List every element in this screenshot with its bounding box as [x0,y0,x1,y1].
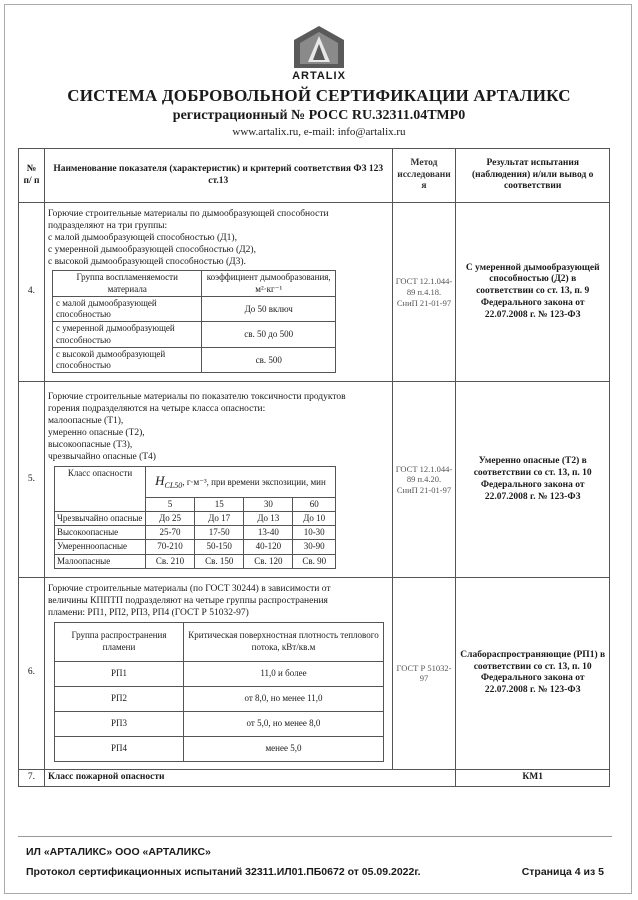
row-method: ГОСТ 12.1.044-89 п.4.20. СниП 21-01-97 [392,382,456,578]
sub-cell: Св. 120 [244,554,293,568]
toxicity-table [54,466,336,569]
footer-org: ИЛ «АРТАЛИКС» ООО «АРТАЛИКС» [26,846,211,858]
sub-cell: 70-210 [145,540,194,554]
table-header-row [19,149,610,203]
time-cell: 15 [195,497,244,511]
sub-cell: менее 5,0 [183,736,383,761]
sub-cell: св. 500 [202,347,336,373]
sub-table-row [54,661,383,686]
flame-spread-table [54,622,384,762]
col-header-method: Метод исследовани я [392,149,456,203]
desc-line: с умеренной дымообразующей способностью (Д2), [47,244,256,255]
desc-line: горения подразделяются на четыре класса опасности: [47,404,266,415]
logo-text: ARTALIX [292,70,346,82]
desc-line: пламени: РП1, РП2, РП3, РП4 (ГОСТ Р 51032-97) [47,607,249,618]
sub-header-label: Класс опасности [54,466,145,511]
sub-cell: РП4 [54,736,183,761]
formula-sub: CL50 [164,480,183,490]
footer-protocol: Протокол сертификационных испытаний 32311.ИЛ01.ПБ0672 от 05.09.2022г. [26,866,421,878]
sub-cell: 50-150 [195,540,244,554]
sub-cell: св. 50 до 500 [202,322,336,348]
desc-line: с высокой дымообразующей способностью (Д3). [47,256,246,267]
table-row-7 [19,769,610,786]
sub-cell: Высокоопасные [54,526,145,540]
sub-header-cell: Группа распространения пламени [54,622,183,661]
col-header-description: Наименование показателя (характеристик) и критерий соответствия ФЗ 123 ст.13 [44,149,392,203]
table-row-6 [19,577,610,769]
desc-line: чрезвычайно опасные (Т4) [47,451,156,462]
sub-cell: с умеренной дымообразующей способностью [52,322,201,348]
row-description [44,203,392,382]
smoke-group-table [52,270,336,373]
row-number: 4. [19,203,45,382]
desc-line: с малой дымообразующей способностью (Д1), [47,232,237,243]
sub-table-row [54,686,383,711]
sub-cell: 40-120 [244,540,293,554]
table-row-5 [19,382,610,578]
desc-line: Горючие строительные материалы по показателю токсичности продуктов [47,392,346,403]
sub-header-cell: коэффициент дымообразования, м²·кг⁻¹ [202,271,336,297]
time-cell: 60 [293,497,336,511]
sub-table-header [54,466,335,497]
sub-cell: с малой дымообразующей способностью [52,296,201,322]
sub-cell: РП1 [54,661,183,686]
sub-cell: До 50 включ [202,296,336,322]
row-description: Класс пожарной опасности [44,769,455,786]
page-number: Страница 4 из 5 [521,866,604,878]
desc-line: Горючие строительные материалы по дымообразующей способности [47,209,329,219]
col-header-result: Результат испытания (наблюдения) и/или вывод о соответствии [456,149,610,203]
sub-table-row [54,736,383,761]
description-text [48,384,389,463]
desc-line: малоопасные (Т1), [47,416,124,427]
row-method: ГОСТ 12.1.044-89 п.4.18. СниП 21-01-97 [392,203,456,382]
formula-h: H [155,472,165,488]
row-description [44,382,392,578]
sub-cell: Чрезвычайно опасные [54,511,145,525]
row-result: КМ1 [456,769,610,786]
sub-cell: РП2 [54,686,183,711]
sub-table-header [52,271,335,297]
row-number: 5. [19,382,45,578]
sub-table-row [52,322,335,348]
desc-line: высокоопасные (Т3), [47,439,133,450]
table-row-4 [19,203,610,382]
desc-line: Горючие строительные материалы (по ГОСТ 30244) в зависимости от [47,583,331,594]
sub-cell: с высокой дымообразующей способностью [52,347,201,373]
sub-cell: 11,0 и более [183,661,383,686]
results-table [18,148,610,787]
contact-info: www.artalix.ru, e-mail: info@artalix.ru [232,126,406,138]
time-cell: 5 [145,497,194,511]
sub-cell: 13-40 [244,526,293,540]
sub-header-cell: Группа воспламеняемости материала [52,271,201,297]
sub-header-cell: Критическая поверхностная плотность теплового потока, кВт/кв.м [183,622,383,661]
row-result: С умеренной дымообразующей способностью (Д2) в соответствии со ст. 13, п. 9 Федерального закона от 22.07.2008 г. № 123-ФЗ [456,203,610,382]
sub-cell: Св. 150 [195,554,244,568]
row-description [44,577,392,769]
artalix-logo-icon [290,24,348,72]
row-result: Умеренно опасные (Т2) в соответствии со ст. 13, п. 10 Федерального закона от 22.07.2008 г. № 123-ФЗ [456,382,610,578]
formula-rest: , г·м⁻³, при времени экспозиции, мин [182,476,326,487]
sub-cell: До 17 [195,511,244,525]
sub-cell: До 25 [145,511,194,525]
sub-header-formula [145,466,335,497]
sub-table-row [52,347,335,373]
sub-cell: Умеренноопасные [54,540,145,554]
sub-cell: Св. 210 [145,554,194,568]
sub-cell: 17-50 [195,526,244,540]
sub-table-row [54,711,383,736]
sub-table-row [54,526,335,540]
sub-table-row [54,554,335,568]
time-cell: 30 [244,497,293,511]
footer-divider [18,836,612,837]
sub-table-row [52,296,335,322]
sub-cell: от 5,0, но менее 8,0 [183,711,383,736]
page-title: СИСТЕМА ДОБРОВОЛЬНОЙ СЕРТИФИКАЦИИ АРТАЛИКС [67,86,571,105]
row-number: 6. [19,577,45,769]
row-result: Слабораспространяющие (РП1) в соответствии со ст. 13, п. 10 Федерального закона от 22.07.2008 г. № 123-ФЗ [456,577,610,769]
sub-cell: РП3 [54,711,183,736]
col-header-no: № п/ п [19,149,45,203]
row-method: ГОСТ Р 51032-97 [392,577,456,769]
sub-cell: До 10 [293,511,336,525]
sub-table-row [54,540,335,554]
desc-line: умеренно опасные (Т2), [47,428,145,438]
sub-cell: 30-90 [293,540,336,554]
sub-cell: Малоопасные [54,554,145,568]
sub-table-header [54,622,383,661]
sub-table-row [54,511,335,525]
sub-cell: от 8,0, но менее 11,0 [183,686,383,711]
desc-line: подразделяют на три группы: [47,220,168,231]
sub-cell: 10-30 [293,526,336,540]
sub-cell: Св. 90 [293,554,336,568]
description-text [48,205,389,268]
desc-line: величины КППТП подразделяют на четыре группы распространения [47,595,328,606]
description-text [48,580,389,620]
sub-cell: До 13 [244,511,293,525]
registration-number: регистрационный № РОСС RU.32311.04ТМР0 [172,108,466,123]
row-number: 7. [19,769,45,786]
sub-cell: 25-70 [145,526,194,540]
